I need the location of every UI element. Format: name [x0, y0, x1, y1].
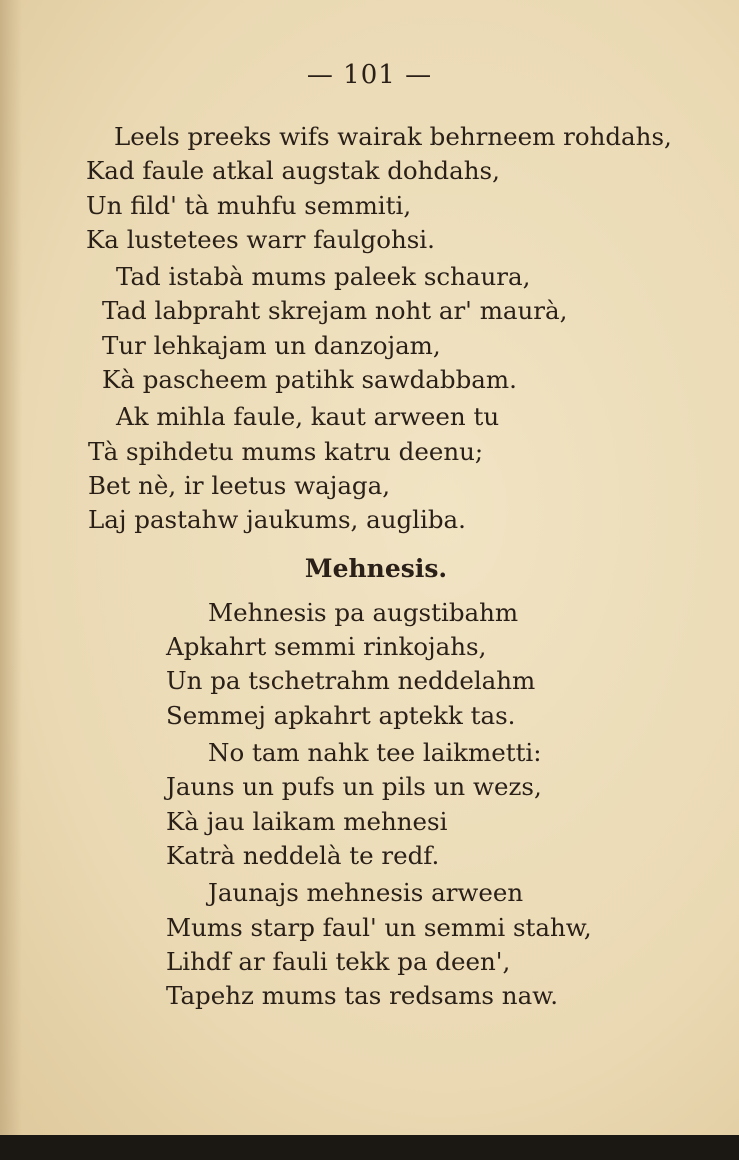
poem-title: Mehnesis. — [304, 553, 448, 583]
verse-line: Tad istabà mums paleek schaura, — [116, 262, 531, 292]
verse-line: Tà spihdetu mums katru deenu; — [88, 436, 484, 466]
verse-line: Mums starp faul' un semmi stahw, — [166, 912, 592, 942]
verse-line: No tam nahk tee laikmetti: — [208, 738, 542, 768]
verse-line: Mehnesis pa augstibahm — [208, 597, 519, 627]
verse-line: Laj pastahw jaukums, augliba. — [88, 505, 466, 535]
poem1-stanza-1 — [86, 120, 706, 257]
verse-line: Ka lustetees warr faulgohsi. — [86, 224, 435, 254]
page-number: — 101 — — [306, 60, 433, 90]
verse-line: Jauns un pufs un pils un wezs, — [166, 772, 542, 802]
poem2-stanza-3 — [166, 876, 706, 1013]
verse-line: Tapehz mums tas redsams naw. — [166, 981, 559, 1011]
poem1-stanza-2 — [86, 260, 706, 397]
verse-line: Bet nè, ir leetus wajaga, — [88, 470, 391, 500]
verse-line: Kà pascheem patihk sawdabbam. — [102, 365, 517, 395]
verse-line: Tur lehkajam un danzojam, — [102, 330, 441, 360]
scan-bottom-edge — [0, 1135, 739, 1160]
poem2-stanza-1 — [166, 596, 706, 733]
verse-line: Apkahrt semmi rinkojahs, — [166, 632, 487, 662]
page-gutter-shadow — [0, 0, 22, 1135]
verse-line: Leels preeks wifs wairak behrneem rohdahs, — [114, 122, 672, 151]
poem1-stanza-3 — [86, 400, 706, 537]
verse-line: Katrà neddelà te redf. — [166, 840, 440, 870]
verse-line: Un pa tschetrahm neddelahm — [166, 666, 536, 696]
verse-line: Lihdf ar fauli tekk pa deen', — [166, 946, 511, 976]
verse-line: Un fild' tà muhfu semmiti, — [86, 190, 412, 220]
verse-line: Tad labpraht skrejam noht ar' maurà, — [102, 296, 568, 326]
verse-line: Kad faule atkal augstak dohdahs, — [86, 156, 500, 186]
verse-line: Jaunajs mehnesis arween — [208, 878, 524, 908]
page-text — [86, 120, 706, 1013]
verse-line: Kà jau laikam mehnesi — [166, 806, 448, 836]
verse-line: Semmej apkahrt aptekk tas. — [166, 700, 516, 730]
poem2-stanza-2 — [166, 736, 706, 873]
verse-line: Ak mihla faule, kaut arween tu — [116, 402, 500, 432]
